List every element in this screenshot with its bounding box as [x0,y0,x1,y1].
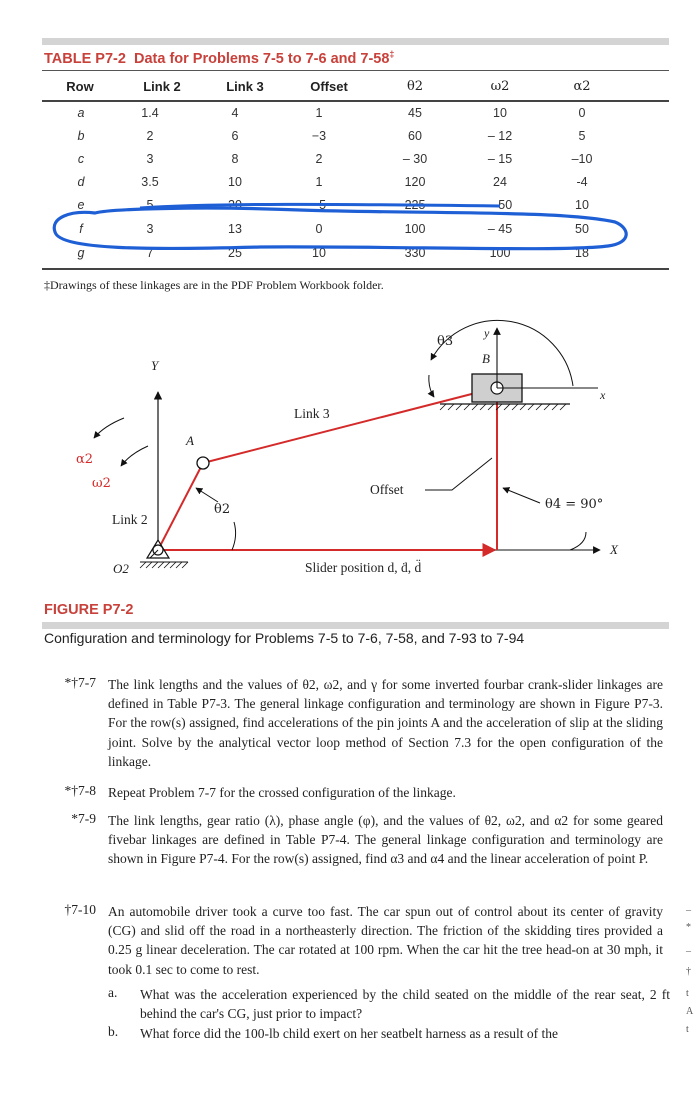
link2-label: Link 2 [112,512,148,527]
table-cell: 4 [231,106,239,120]
alpha2-arrow [94,418,124,438]
problem-number: *†7-7 [64,675,96,690]
table-cell: 0 [578,106,586,120]
table-cell: 5 [578,129,586,143]
edge-mark: * [686,922,691,933]
row-label: c [77,152,85,166]
theta4-leader [503,488,540,503]
linkage-diagram [0,300,696,600]
table-footnote: ‡Drawings of these linkages are in the PDF Problem Workbook folder. [44,278,384,292]
header-omega2: ω2 [490,79,510,94]
header-theta2: θ2 [406,79,424,94]
subpart-label: b. [108,1024,119,1039]
table-cell: 225 [404,198,426,212]
figure-title: FIGURE P7-2 [44,602,134,618]
figure-caption: Configuration and terminology for Problems 7-5 to 7-6, 7-58, and 7-93 to 7-94 [44,630,525,646]
table-cell: 8 [231,152,239,166]
table-cell: 330 [404,246,426,260]
table-cell: 3 [146,152,154,166]
theta4-label: θ4 = 90° [545,497,604,512]
table-cell: 50 [575,222,589,236]
table-cell: 3.5 [141,175,159,189]
table-cell: 6 [231,129,239,143]
theta2-label: θ2 [214,502,231,517]
problem-text: The link lengths and the values of θ2, ω2, and γ for some inverted fourbar crank-slider linkages are defined in Table P7-3. The general linkage configuration and terminology are shown in Figure P7-3. For the row(s) assigned, find accelerations of the pin joints A and the acceleration of slip at the sliding joint. Solve by the analytical vector loop method of Section 7.3 for the open configuration of the linkage. [108,677,663,769]
offset-label: Offset [370,482,404,497]
row-label: e [77,198,85,212]
pin-a [197,457,209,469]
table-cell: 20 [228,198,242,212]
table-cell: 100 [404,222,426,236]
row-label: f [79,222,83,236]
table-cell: 7 [146,246,154,260]
problem-text: The link lengths, gear ratio (λ), phase angle (φ), and the values of θ2, ω2, and α2 for some geared fivebar linkages are defined in Table P7-4. The general linkage configuration and terminology are shown in Figure P7-4. For the row(s) assigned, find α3 and α4 and the linear acceleration of point P. [108,813,663,867]
edge-mark: A [686,1006,694,1017]
edge-mark: t [686,1024,689,1035]
point-a-label: A [186,433,194,448]
row-label: a [77,106,85,120]
subpart-text: What force did the 100-lb child exert on her seatbelt harness as a result of the [140,1026,558,1041]
header-offset: Offset [310,79,348,94]
problem-number: *†7-8 [64,783,96,798]
table-cell: −5 [311,198,327,212]
table-cell: 13 [228,222,242,236]
omega2-label: ω2 [92,476,111,491]
table-cell: 18 [575,246,589,260]
header-alpha2: α2 [573,79,591,94]
table-cell: 1 [315,106,323,120]
omega2-arrow [121,446,148,466]
row-label: d [77,175,85,189]
header-link3: Link 3 [226,79,264,94]
problem-text: Repeat Problem 7-7 for the crossed configuration of the linkage. [108,785,456,800]
table-title: TABLE P7-2 Data for Problems 7-5 to 7-6 and 7-58‡ [44,49,395,67]
table-cell: – 15 [487,152,513,166]
table-cell: – 50 [487,198,513,212]
row-label: b [77,129,85,143]
alpha2-label: α2 [76,452,94,467]
figure-caption-rule [42,622,669,629]
table-cell: 0 [315,222,323,236]
header-link2: Link 2 [143,79,181,94]
table-cell: 1 [315,175,323,189]
subpart-label: a. [108,985,118,1000]
table-cell: – 12 [487,129,513,143]
table-cell: 120 [404,175,426,189]
edge-mark: – [686,905,691,916]
table-cell: – 30 [402,152,428,166]
row-highlight-annotation [0,0,696,300]
point-b-label: B [482,351,490,366]
table-cell: 10 [493,106,507,120]
table-cell: 45 [408,106,422,120]
local-y-label: y [484,326,490,340]
table-cell: 25 [228,246,242,260]
table-cell: 3 [146,222,154,236]
link3-label: Link 3 [294,406,330,421]
table-cell: 10 [228,175,242,189]
header-row: Row [66,79,94,94]
problem-number: †7-10 [64,902,96,917]
table-cell: -4 [576,175,588,189]
local-x-label: x [600,388,606,402]
link-2 [158,463,203,550]
slider-position-label: Slider position d, ḋ, d̈ [305,560,422,575]
table-cell: 2 [315,152,323,166]
table-cell: –10 [571,152,593,166]
table-cell: 24 [493,175,507,189]
edge-mark: – [686,946,691,957]
o2-label: O2 [113,561,129,576]
table-cell: 10 [575,198,589,212]
row-label: g [77,246,85,260]
theta3-label: θ3 [437,334,454,349]
table-cell: 100 [489,246,511,260]
table-cell: 10 [312,246,326,260]
offset-leader [425,458,492,490]
table-cell: 2 [146,129,154,143]
table-cell: 1.4 [141,106,159,120]
y-axis-label: Y [151,358,159,373]
subpart-text: What was the acceleration experienced by the child seated on the middle of the rear seat, 2 ft behind the car's CG, just prior to impact? [140,987,670,1022]
x-axis-label: X [610,542,618,557]
table-cell: – 45 [487,222,513,236]
edge-mark: † [686,966,691,977]
edge-mark: t [686,988,689,999]
problem-number: *7-9 [71,811,96,826]
table-cell: 60 [408,129,422,143]
table-cell: 5 [146,198,154,212]
link-3 [203,388,495,463]
theta2-arc [232,522,236,550]
table-cell: −3 [311,129,327,143]
problem-text: An automobile driver took a curve too fast. The car spun out of control about its center of gravity (CG) and slid off the road in a northeasterly direction. The friction of the skidding tires provided a 0.25 g linear deceleration. The car rotated at 100 rpm. When the car hit the tree head-on at 30 mph, it took 0.1 sec to come to rest. [108,904,663,977]
